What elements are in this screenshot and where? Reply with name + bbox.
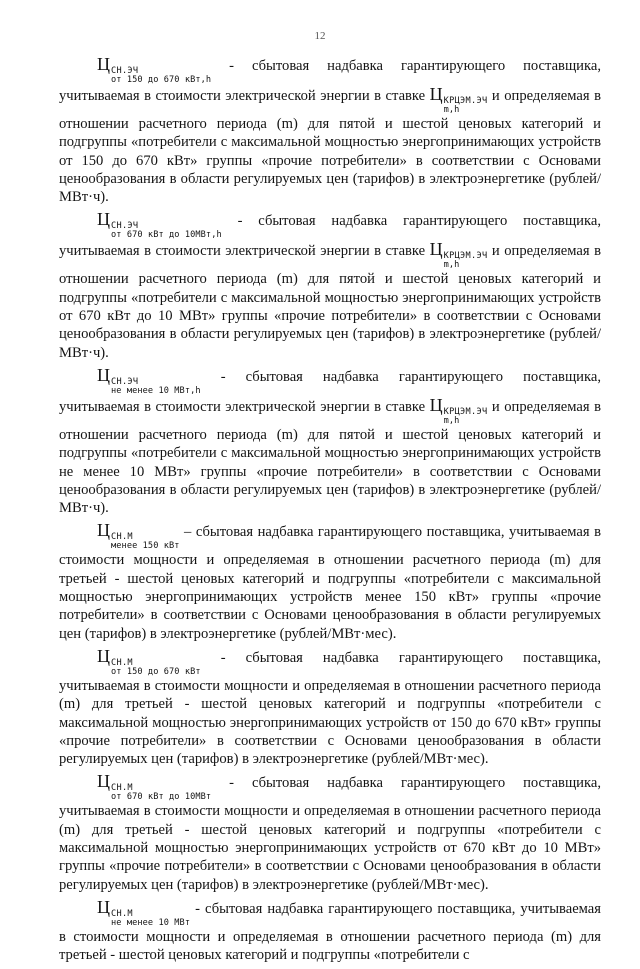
paragraph — [59, 772, 601, 893]
symbol-subscript: m,h — [443, 105, 460, 115]
tariff-symbol — [97, 772, 211, 802]
symbol-subscript: от 670 кВт до 10МВт,h — [111, 230, 222, 241]
symbol-subscript: от 670 кВт до 10МВт — [111, 792, 212, 803]
symbol-subscript: от 150 до 670 кВт — [111, 666, 201, 677]
symbol-letter: Ц — [97, 54, 110, 74]
tariff-symbol — [430, 396, 488, 426]
symbol-letter: Ц — [97, 896, 110, 917]
paragraph — [59, 210, 601, 361]
symbol-letter: Ц — [429, 84, 443, 104]
paragraph-text: - сбытовая надбавка гарантирующего поставщика, учитываемая в стоимости мощности и определяемая в отношении расчетного периода (m) для третьей - шестой ценовых категорий и подгруппы «потребители с — [59, 900, 601, 964]
page-number: 12 — [314, 30, 326, 42]
tariff-symbol — [430, 85, 488, 115]
paragraph-text: - сбытовая надбавка гарантирующего поставщика, учитываемая в стоимости электрической энергии в ставке — [59, 213, 601, 260]
paragraph-text: и определяемая в отношении расчетного периода (m) для пятой и шестой ценовых категорий и подгруппы «потребители с максимальной мощностью энергопринимающих устройств не менее 10 МВт» группы «прочие потребители» в соответствии с Основами ценообразования в области регулируемых цен (тарифов) в электроэнергетике (рублей/МВт·ч). — [59, 398, 601, 517]
paragraph-text: - сбытовая надбавка гарантирующего поставщика, учитываемая в стоимости электрической энергии в ставке — [59, 368, 601, 415]
symbol-letter: Ц — [97, 364, 110, 385]
symbol-letter: Ц — [97, 645, 110, 666]
paragraph — [59, 55, 601, 206]
symbol-superscript: СН.ЭЧ — [111, 376, 139, 387]
paragraph-text: - сбытовая надбавка гарантирующего поставщика, учитываемая в стоимости электрической энергии в ставке — [59, 58, 601, 104]
paragraph — [59, 366, 601, 517]
symbol-superscript: КРЦЭМ.ЭЧ — [443, 406, 488, 417]
paragraph-text: и определяемая в отношении расчетного периода (m) для пятой и шестой ценовых категорий и подгруппы «потребители с максимальной мощностью энергопринимающих устройств от 150 до 670 кВт» группы «прочие потребители» в соответствии с Основами ценообразования в области регулируемых цен (тарифов) в электроэнергетике (рублей/МВт·ч). — [59, 88, 601, 206]
symbol-subscript: не менее 10 МВт — [111, 917, 191, 928]
symbol-subscript: менее 150 кВт — [111, 541, 180, 552]
symbol-subscript: m,h — [443, 415, 460, 426]
symbol-superscript: СН.М — [111, 783, 133, 794]
symbol-letter: Ц — [97, 520, 110, 541]
symbol-superscript: СН.М — [111, 657, 133, 668]
tariff-symbol — [97, 366, 201, 396]
tariff-symbol — [97, 55, 211, 85]
paragraph — [59, 521, 601, 642]
symbol-superscript: СН.ЭЧ — [111, 66, 139, 76]
tariff-symbol — [430, 240, 488, 270]
symbol-letter: Ц — [97, 209, 110, 230]
symbol-subscript: от 150 до 670 кВт,h — [111, 75, 212, 85]
symbol-superscript: СН.М — [111, 532, 133, 543]
document-body — [59, 55, 601, 969]
symbol-superscript: СН.М — [111, 908, 133, 919]
paragraph-text: - сбытовая надбавка гарантирующего поставщика, учитываемая в стоимости мощности и определяемая в отношении расчетного периода (m) для третьей - шестой ценовых категорий и подгруппы «потребители с максимальной мощностью энергопринимающих устройств от 150 до 670 кВт» группы «прочие потребители» в соответствии с Основами ценообразования в области регулируемых цен (тарифов) в электроэнергетике (рублей/МВт·мес). — [59, 649, 601, 768]
symbol-letter: Ц — [97, 771, 110, 792]
symbol-letter: Ц — [429, 394, 443, 415]
symbol-superscript: КРЦЭМ.ЭЧ — [443, 251, 488, 262]
paragraph — [59, 898, 601, 965]
tariff-symbol — [97, 647, 201, 677]
paragraph-text: и определяемая в отношении расчетного периода (m) для пятой и шестой ценовых категорий и подгруппы «потребители с максимальной мощностью энергопринимающих устройств от 670 кВт до 10 МВт» группы «прочие потребители» в соответствии с Основами ценообразования в области регулируемых цен (тарифов) в электроэнергетике (рублей/МВт·ч). — [59, 243, 601, 361]
paragraph — [59, 647, 601, 768]
tariff-symbol — [97, 521, 180, 551]
paragraph-text: – сбытовая надбавка гарантирующего поставщика, учитываемая в стоимости мощности и определяемая в отношении расчетного периода (m) для третьей - шестой ценовых категорий и подгруппы «потребители с максимальной мощностью энергопринимающих устройств менее 150 кВт» группы «прочие потребители» в соответствии с Основами ценообразования в области регулируемых цен (тарифов) в электроэнергетике (рублей/МВт·мес). — [59, 524, 601, 642]
tariff-symbol — [97, 210, 222, 240]
symbol-subscript: не менее 10 МВт,h — [111, 385, 201, 396]
tariff-symbol — [97, 898, 190, 928]
paragraph-text: - сбытовая надбавка гарантирующего поставщика, учитываемая в стоимости мощности и определяемая в отношении расчетного периода (m) для третьей - шестой ценовых категорий и подгруппы «потребители с максимальной мощностью энергопринимающих устройств от 670 кВт до 10 МВт» группы «прочие потребители» в соответствии с Основами ценообразования в области регулируемых цен (тарифов) в электроэнергетике (рублей/МВт·мес). — [59, 775, 601, 893]
symbol-letter: Ц — [429, 239, 443, 260]
symbol-subscript: m,h — [443, 260, 460, 271]
symbol-superscript: СН.ЭЧ — [111, 221, 139, 232]
symbol-superscript: КРЦЭМ.ЭЧ — [443, 96, 488, 106]
